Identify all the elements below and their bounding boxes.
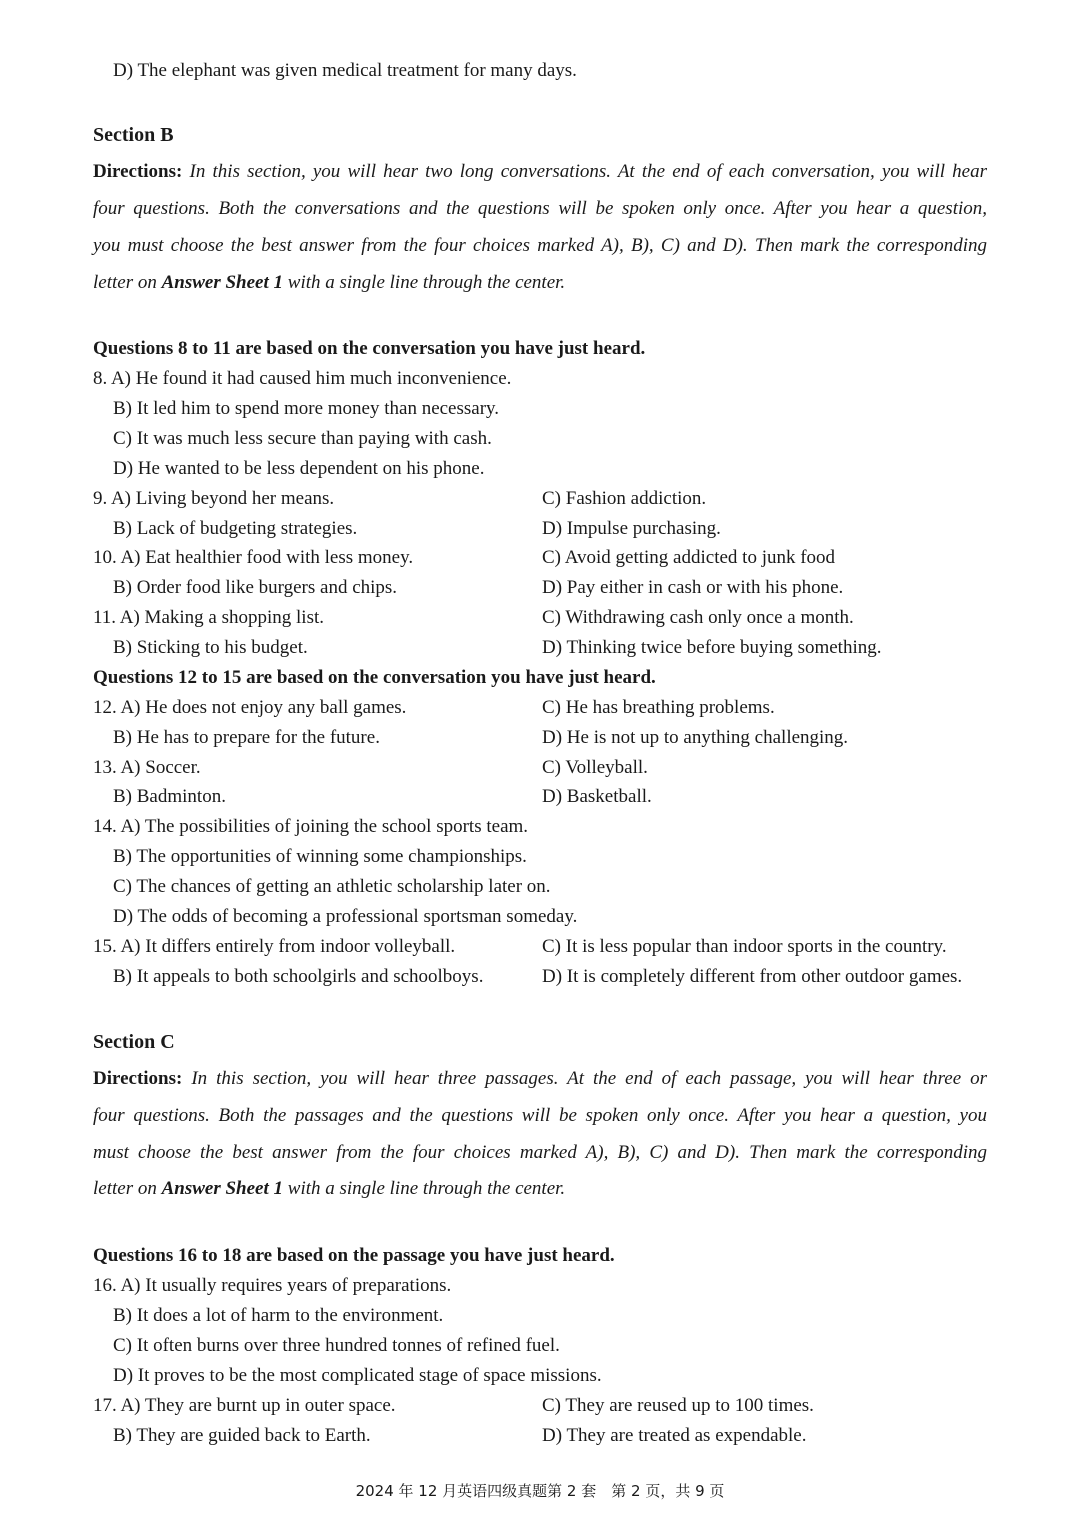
section-c-directions-line-4 — [93, 1178, 987, 1200]
directions-label: Directions: — [93, 161, 183, 182]
option-15c: C) It is less popular than indoor sports in the country. — [542, 936, 947, 957]
section-b-directions-line-1 — [93, 161, 987, 183]
page-footer: 2024 年 12 月英语四级真题第 2 套 第 2 页，共 9 页 — [355, 1482, 725, 1500]
option-10a: 10. A) Eat healthier food with less money. — [93, 547, 414, 568]
option-10b: B) Order food like burgers and chips. — [113, 577, 398, 598]
option-12c: C) He has breathing problems. — [542, 697, 775, 718]
option-12d: D) He is not up to anything challenging. — [542, 727, 849, 748]
section-b-directions-line-4 — [93, 272, 987, 294]
option-13c: C) Volleyball. — [542, 757, 648, 778]
option-11b: B) Sticking to his budget. — [113, 637, 308, 658]
section-c-title: Section C — [93, 1031, 175, 1053]
option-12a: 12. A) He does not enjoy any ball games. — [93, 697, 407, 718]
questions-12-15-heading: Questions 12 to 15 are based on the conversation you have just heard. — [93, 667, 656, 688]
section-c-directions-line-3: must choose the best answer from the four choices marked A), B), C) and D). Then mark the corresponding — [93, 1142, 987, 1163]
section-b-title: Section B — [93, 124, 174, 146]
directions-text: with a single line through the center. — [283, 1178, 566, 1199]
option-9c: C) Fashion addiction. — [542, 488, 707, 509]
option-10d: D) Pay either in cash or with his phone. — [542, 577, 844, 598]
directions-text: letter on — [93, 1178, 162, 1199]
option-12b: B) He has to prepare for the future. — [113, 727, 380, 748]
section-b-directions-line-3: you must choose the best answer from the four choices marked A), B), C) and D). Then mark the corresponding — [93, 235, 987, 256]
option-11d: D) Thinking twice before buying something. — [542, 637, 882, 658]
option-15a: 15. A) It differs entirely from indoor volleyball. — [93, 936, 456, 957]
option-10c: C) Avoid getting addicted to junk food — [542, 547, 836, 568]
directions-label: Directions: — [93, 1068, 183, 1089]
directions-text: In this section, you will hear two long conversations. At the end of each conversation, you will hear — [189, 161, 987, 182]
questions-8-11-heading: Questions 8 to 11 are based on the conversation you have just heard. — [93, 338, 646, 359]
questions-16-18-heading: Questions 16 to 18 are based on the passage you have just heard. — [93, 1245, 615, 1266]
option-15d: D) It is completely different from other outdoor games. — [542, 966, 963, 987]
option-8a: 8. A) He found it had caused him much inconvenience. — [93, 368, 512, 389]
option-16a: 16. A) It usually requires years of preparations. — [93, 1275, 452, 1296]
section-b-directions-line-2: four questions. Both the conversations and the questions will be spoken only once. After you hear a question, — [93, 198, 987, 219]
option-16b: B) It does a lot of harm to the environment. — [113, 1305, 444, 1326]
option-16c: C) It often burns over three hundred tonnes of refined fuel. — [113, 1335, 560, 1356]
option-14a: 14. A) The possibilities of joining the school sports team. — [93, 816, 529, 837]
option-8b: B) It led him to spend more money than necessary. — [113, 398, 500, 419]
option-13a: 13. A) Soccer. — [93, 757, 201, 778]
section-c-directions-line-1 — [93, 1068, 987, 1090]
answer-sheet-ref: Answer Sheet 1 — [161, 272, 284, 293]
answer-sheet-ref: Answer Sheet 1 — [161, 1178, 284, 1199]
option-7d: D) The elephant was given medical treatment for many days. — [113, 60, 577, 81]
option-13d: D) Basketball. — [542, 786, 652, 807]
option-14b: B) The opportunities of winning some championships. — [113, 846, 527, 867]
option-15b: B) It appeals to both schoolgirls and schoolboys. — [113, 966, 484, 987]
option-9d: D) Impulse purchasing. — [542, 518, 721, 539]
section-c-directions-line-2: four questions. Both the passages and the questions will be spoken only once. After you hear a question, you — [93, 1105, 987, 1126]
option-11c: C) Withdrawing cash only once a month. — [542, 607, 854, 628]
option-16d: D) It proves to be the most complicated stage of space missions. — [113, 1365, 602, 1386]
option-17a: 17. A) They are burnt up in outer space. — [93, 1395, 396, 1416]
directions-text: letter on — [93, 272, 162, 293]
option-17c: C) They are reused up to 100 times. — [542, 1395, 814, 1416]
directions-text: with a single line through the center. — [283, 272, 566, 293]
option-17b: B) They are guided back to Earth. — [113, 1425, 371, 1446]
option-14d: D) The odds of becoming a professional sportsman someday. — [113, 906, 578, 927]
option-8d: D) He wanted to be less dependent on his phone. — [113, 458, 485, 479]
option-14c: C) The chances of getting an athletic scholarship later on. — [113, 876, 551, 897]
option-9b: B) Lack of budgeting strategies. — [113, 518, 358, 539]
option-17d: D) They are treated as expendable. — [542, 1425, 807, 1446]
option-8c: C) It was much less secure than paying with cash. — [113, 428, 492, 449]
option-13b: B) Badminton. — [113, 786, 226, 807]
option-11a: 11. A) Making a shopping list. — [93, 607, 324, 628]
option-9a: 9. A) Living beyond her means. — [93, 488, 335, 509]
directions-text: In this section, you will hear three passages. At the end of each passage, you will hear three or — [191, 1068, 988, 1089]
